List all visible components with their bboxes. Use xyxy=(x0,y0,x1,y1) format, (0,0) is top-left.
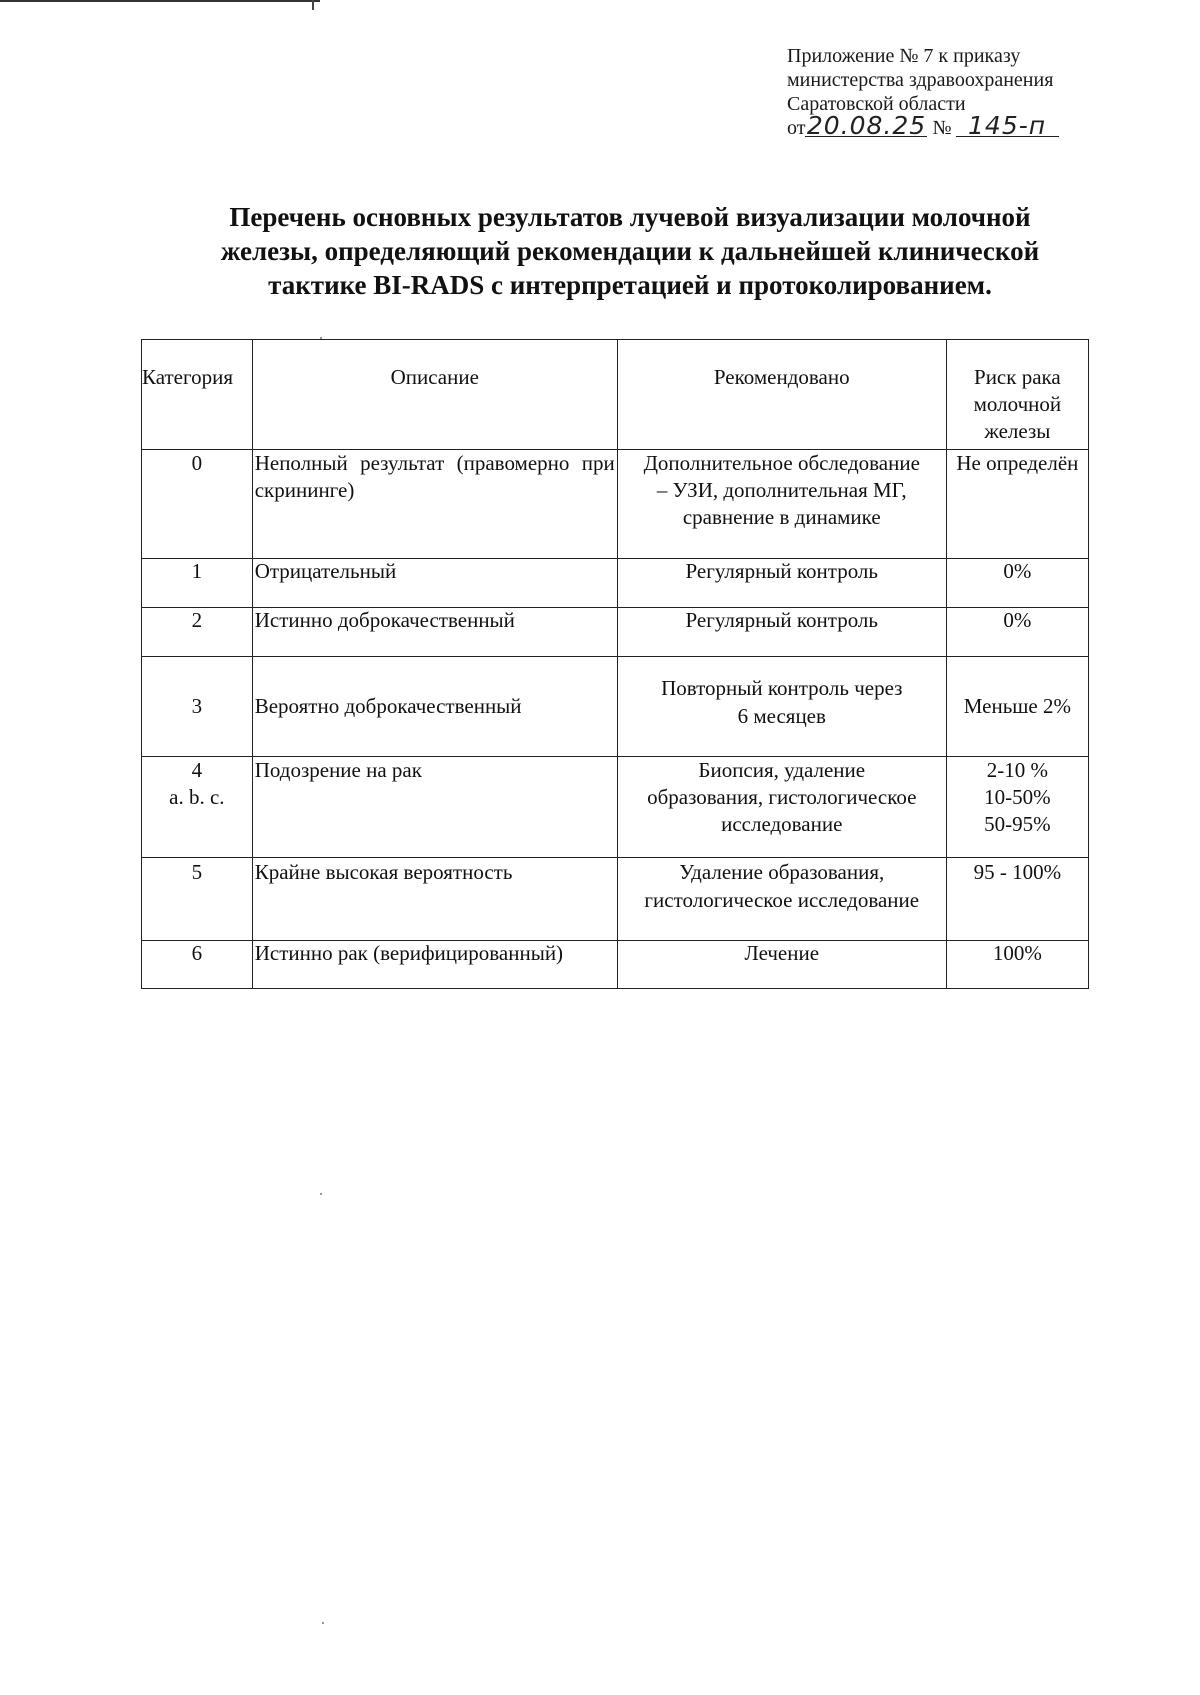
date-prefix: от xyxy=(787,117,806,139)
table-row xyxy=(142,657,1089,757)
recommended-cell: Регулярный контроль xyxy=(617,608,946,657)
title-line-2: железы, определяющий рекомендации к дальнейшей клинической xyxy=(220,236,1040,266)
description-cell: Вероятно доброкачественный xyxy=(252,657,617,757)
header-risk-line-2: молочной xyxy=(973,392,1062,416)
recommended-line: 6 месяцев xyxy=(737,704,826,728)
title-line-3: тактике BI-RADS с интерпретацией и протоколированием. xyxy=(268,270,992,300)
appendix-line-2: министерства здравоохранения xyxy=(787,69,1054,91)
appendix-line-1: Приложение № 7 к приказу xyxy=(787,45,1021,67)
category-cell: 3 xyxy=(142,657,253,757)
risk-cell xyxy=(946,757,1088,858)
table-row xyxy=(142,608,1089,657)
header-recommended: Рекомендовано xyxy=(617,340,946,450)
number-prefix: № xyxy=(932,117,952,139)
recommended-line: исследование xyxy=(721,812,843,836)
category-number: 4 xyxy=(191,758,203,782)
birads-table xyxy=(141,339,1089,989)
table-row xyxy=(142,941,1089,989)
category-subtypes: a. b. c. xyxy=(169,785,225,809)
category-cell xyxy=(142,757,253,858)
risk-cell: Не определён xyxy=(946,450,1088,559)
risk-cell: 0% xyxy=(946,608,1088,657)
recommended-cell: Лечение xyxy=(617,941,946,989)
scan-edge-mark xyxy=(312,0,314,10)
recommended-line: Дополнительное обследование xyxy=(643,451,920,475)
risk-cell: Меньше 2% xyxy=(946,657,1088,757)
recommended-line: гистологическое исследование xyxy=(644,888,920,912)
risk-cell: 0% xyxy=(946,559,1088,608)
header-category: Категория xyxy=(142,340,253,450)
header-risk-line-1: Риск рака xyxy=(974,365,1061,389)
category-cell: 1 xyxy=(142,559,253,608)
scan-edge-line xyxy=(0,0,320,2)
table-row xyxy=(142,858,1089,941)
description-cell: Подозрение на рак xyxy=(252,757,617,858)
header-risk xyxy=(946,340,1088,450)
description-cell: Истинно доброкачественный xyxy=(252,608,617,657)
appendix-line-3: Саратовской области xyxy=(787,93,966,115)
risk-cell: 100% xyxy=(946,941,1088,989)
description-cell: Отрицательный xyxy=(252,559,617,608)
recommended-cell xyxy=(617,757,946,858)
category-cell: 5 xyxy=(142,858,253,941)
category-cell: 2 xyxy=(142,608,253,657)
table-header-row xyxy=(142,340,1089,450)
handwritten-order-number: 145-п xyxy=(956,116,1059,137)
risk-line: 50-95% xyxy=(984,812,1051,836)
category-cell: 6 xyxy=(142,941,253,989)
category-cell: 0 xyxy=(142,450,253,559)
recommended-line: Повторный контроль через xyxy=(661,676,903,700)
scan-speck xyxy=(322,1622,324,1624)
description-cell: Истинно рак (верифицированный) xyxy=(252,941,617,989)
document-title xyxy=(150,200,1110,302)
table-row xyxy=(142,559,1089,608)
header-risk-line-3: железы xyxy=(984,419,1051,443)
order-date-number-line xyxy=(787,111,1117,140)
table-row xyxy=(142,450,1089,559)
description-cell: Крайне высокая вероятность xyxy=(252,858,617,941)
handwritten-date: 20.08.25 xyxy=(806,111,927,140)
recommended-cell xyxy=(617,858,946,941)
recommended-cell: Регулярный контроль xyxy=(617,559,946,608)
recommended-line: Биопсия, удаление xyxy=(698,758,866,782)
recommended-line: – УЗИ, дополнительная МГ, xyxy=(656,478,907,502)
recommended-line: образования, гистологическое xyxy=(647,785,917,809)
appendix-note xyxy=(787,44,1117,140)
description-cell: Неполный результат (правомерно при скрининге) xyxy=(252,450,617,559)
recommended-line: Удаление образования, xyxy=(679,860,885,884)
title-line-1: Перечень основных результатов лучевой визуализации молочной xyxy=(229,202,1031,232)
scan-speck xyxy=(320,1193,322,1195)
recommended-line: сравнение в динамике xyxy=(682,505,881,529)
table-row xyxy=(142,757,1089,858)
header-description: Описание xyxy=(252,340,617,450)
recommended-cell xyxy=(617,450,946,559)
recommended-cell xyxy=(617,657,946,757)
risk-line: 10-50% xyxy=(984,785,1051,809)
risk-line: 2-10 % xyxy=(986,758,1048,782)
scan-speck xyxy=(320,337,322,339)
risk-cell: 95 - 100% xyxy=(946,858,1088,941)
